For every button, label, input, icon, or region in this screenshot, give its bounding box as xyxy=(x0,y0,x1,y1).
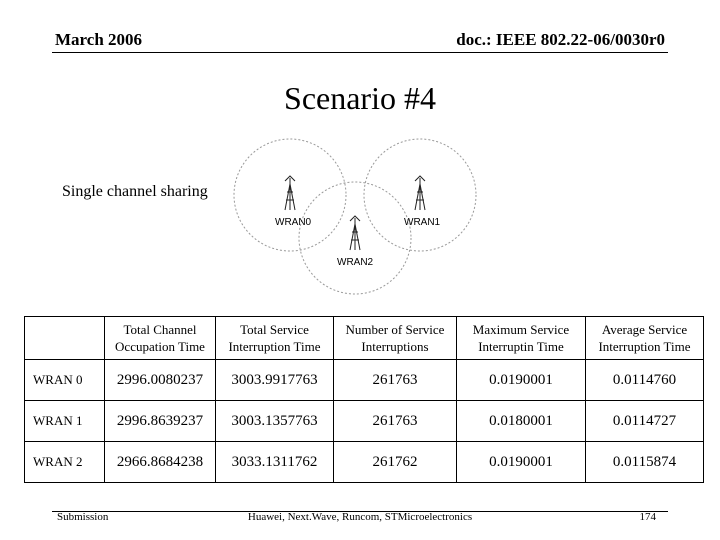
table-cell: 3003.9917763 xyxy=(216,360,334,401)
wran-coverage-diagram xyxy=(220,135,490,300)
header-divider xyxy=(52,52,668,53)
footer-authors: Huawei, Next.Wave, Runcom, STMicroelectronics xyxy=(247,511,473,523)
page-number: 174 xyxy=(639,511,656,523)
table-cell: 261763 xyxy=(334,401,457,442)
table-cell: 3003.1357763 xyxy=(216,401,334,442)
row-label: WRAN 0 xyxy=(25,360,105,401)
tower-icon xyxy=(350,216,360,250)
diagram-label-wran2: WRAN2 xyxy=(337,257,374,268)
table-cell: 0.0190001 xyxy=(457,360,586,401)
table-cell: 0.0114760 xyxy=(586,360,704,401)
slide-title: Scenario #4 xyxy=(284,80,436,116)
footer-submission: Submission xyxy=(57,511,109,523)
col-header-blank xyxy=(25,317,105,360)
table-cell: 2996.0080237 xyxy=(105,360,216,401)
table-cell: 261763 xyxy=(334,360,457,401)
diagram-label-wran1: WRAN1 xyxy=(404,217,441,228)
table-cell: 2996.8639237 xyxy=(105,401,216,442)
col-header-channel-occupation: Total Channel Occupation Time xyxy=(105,317,216,360)
header-date: March 2006 xyxy=(55,30,143,49)
table-row xyxy=(25,360,704,401)
tower-icon xyxy=(285,176,295,210)
table-cell: 0.0190001 xyxy=(457,442,586,483)
diagram-label-wran0: WRAN0 xyxy=(275,217,312,228)
row-label: WRAN 2 xyxy=(25,442,105,483)
col-header-service-interruption: Total Service Interruption Time xyxy=(216,317,334,360)
table-row xyxy=(25,401,704,442)
table-row xyxy=(25,442,704,483)
table-header-row xyxy=(25,317,704,360)
table-cell: 261762 xyxy=(334,442,457,483)
table-cell: 0.0180001 xyxy=(457,401,586,442)
tower-icon xyxy=(415,176,425,210)
col-header-number-interruptions: Number of Service Interruptions xyxy=(334,317,457,360)
row-label: WRAN 1 xyxy=(25,401,105,442)
col-header-max-interruption: Maximum Service Interruptin Time xyxy=(457,317,586,360)
header-doc-id: doc.: IEEE 802.22-06/0030r0 xyxy=(456,30,665,49)
col-header-avg-interruption: Average Service Interruption Time xyxy=(586,317,704,360)
table-cell: 2966.8684238 xyxy=(105,442,216,483)
results-table xyxy=(24,316,704,483)
slide-subtitle: Single channel sharing xyxy=(62,183,208,200)
table-cell: 0.0115874 xyxy=(586,442,704,483)
table-cell: 3033.1311762 xyxy=(216,442,334,483)
table-cell: 0.0114727 xyxy=(586,401,704,442)
